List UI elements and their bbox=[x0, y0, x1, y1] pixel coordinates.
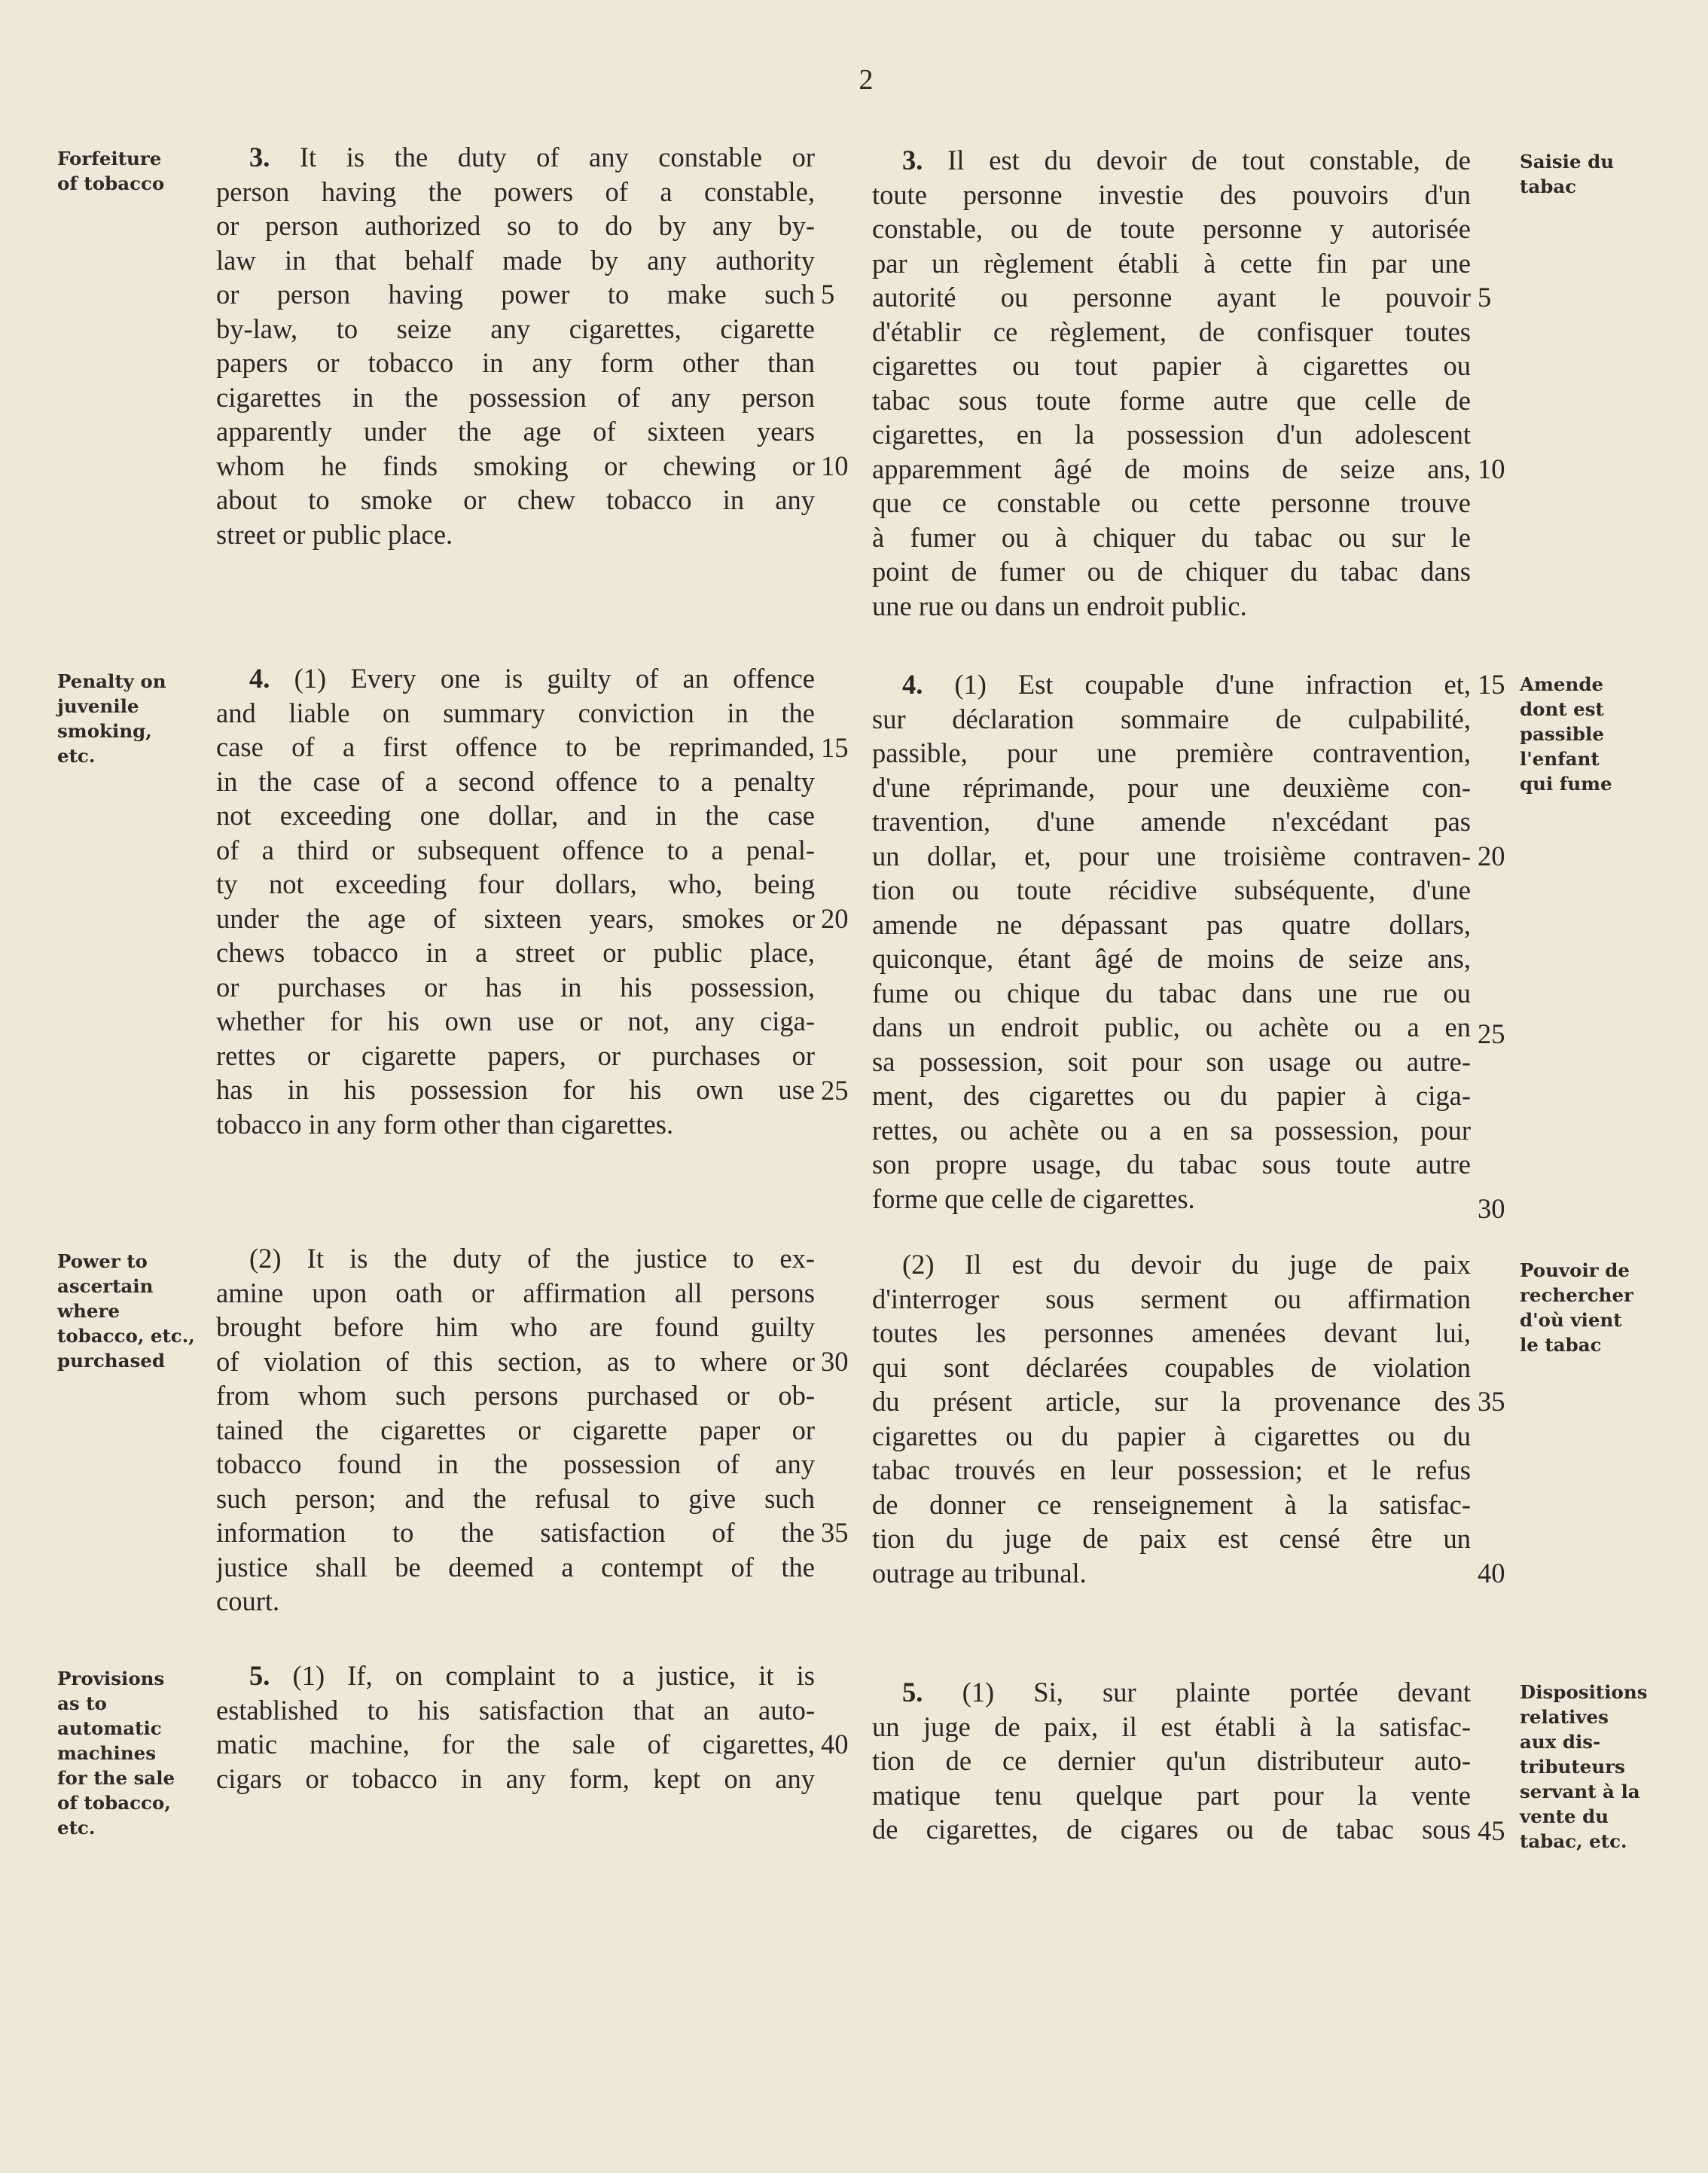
line-number-fr: 20 bbox=[1478, 841, 1505, 871]
french-section-4-1 bbox=[872, 667, 1471, 1216]
section-number: 3. bbox=[902, 145, 923, 175]
text-line: d'interroger sous serment ou affirmation bbox=[872, 1283, 1471, 1314]
line-number-fr: 25 bbox=[1478, 1018, 1505, 1049]
text-line: in the case of a second offence to a penalty bbox=[216, 765, 815, 797]
text-line: fume ou chique du tabac dans une rue ou bbox=[872, 977, 1471, 1009]
text-line: under the age of sixteen years, smokes or bbox=[216, 902, 815, 934]
text-line: 3. Il est du devoir de tout constable, de bbox=[902, 145, 1471, 175]
text-line: has in his possession for his own use bbox=[216, 1074, 815, 1105]
text-line: constable, ou de toute personne y autorisée bbox=[872, 213, 1471, 244]
text-line: brought before him who are found guilty bbox=[216, 1311, 815, 1342]
text-line: tained the cigarettes or cigarette paper or bbox=[216, 1414, 815, 1445]
english-section-4-2 bbox=[216, 1241, 815, 1619]
text-line: d'établir ce règlement, de confisquer toutes bbox=[872, 316, 1471, 347]
text-line: de donner ce renseignement à la satisfac- bbox=[872, 1488, 1471, 1520]
line-number-en: 15 bbox=[821, 732, 849, 763]
section-number: 5. bbox=[249, 1660, 270, 1691]
text-line: apparemment âgé de moins de seize ans, bbox=[872, 453, 1471, 484]
text-line: tabac sous toute forme autre que celle de bbox=[872, 384, 1471, 416]
line-number-en: 20 bbox=[821, 903, 849, 934]
section-number: 5. bbox=[902, 1677, 923, 1708]
text-line: or person having power to make such bbox=[216, 279, 815, 310]
text-line: cigarettes ou du papier à cigarettes ou du bbox=[872, 1420, 1471, 1451]
text-line: apparently under the age of sixteen years bbox=[216, 416, 815, 447]
english-section-3 bbox=[216, 140, 815, 551]
text-line: outrage au tribunal. bbox=[872, 1557, 1087, 1589]
text-line: tion ou toute récidive subséquente, d'une bbox=[872, 874, 1471, 905]
text-line: tion de ce dernier qu'un distributeur auto- bbox=[872, 1745, 1471, 1776]
line-number-en: 40 bbox=[821, 1729, 849, 1759]
text-line: whom he finds smoking or chewing or bbox=[216, 450, 815, 481]
text-line: une rue ou dans un endroit public. bbox=[872, 590, 1247, 621]
text-line: matic machine, for the sale of cigarettes, bbox=[216, 1729, 815, 1759]
text-line: amine upon oath or affirmation all persons bbox=[216, 1277, 815, 1308]
line-number-en: 25 bbox=[821, 1075, 849, 1106]
text-line: chews tobacco in a street or public place, bbox=[216, 937, 815, 968]
text-line: toute personne investie des pouvoirs d'un bbox=[872, 179, 1471, 210]
text-line: quiconque, étant âgé de moins de seize ans, bbox=[872, 943, 1471, 974]
english-section-4-1 bbox=[216, 661, 815, 1141]
text-line: sa possession, soit pour son usage ou autre- bbox=[872, 1045, 1471, 1077]
text-line: sur déclaration sommaire de culpabilité, bbox=[872, 703, 1471, 734]
line-number-fr: 35 bbox=[1478, 1386, 1505, 1417]
line-number-fr: 30 bbox=[1478, 1193, 1505, 1224]
text-line: amende ne dépassant pas quatre dollars, bbox=[872, 908, 1471, 940]
line-number-fr: 40 bbox=[1478, 1558, 1505, 1589]
text-line: law in that behalf made by any authority bbox=[216, 244, 815, 276]
line-number-en: 10 bbox=[821, 450, 849, 481]
line-number-fr: 15 bbox=[1478, 669, 1505, 700]
page-number: 2 bbox=[859, 64, 874, 96]
text-line: of a third or subsequent offence to a penal- bbox=[216, 834, 815, 865]
text-line: un juge de paix, il est établi à la satisfac- bbox=[872, 1711, 1471, 1742]
text-line: justice shall be deemed a contempt of the bbox=[216, 1551, 815, 1582]
text-line: 3. It is the duty of any constable or bbox=[249, 142, 815, 172]
margin-note-amende: Amende dont est passible l'enfant qui fume bbox=[1520, 673, 1612, 795]
text-line: travention, d'une amende n'excédant pas bbox=[872, 806, 1471, 837]
text-line: (2) It is the duty of the justice to ex- bbox=[249, 1243, 815, 1274]
text-line: du présent article, sur la provenance des bbox=[872, 1386, 1471, 1417]
text-line: about to smoke or chew tobacco in any bbox=[216, 484, 815, 515]
margin-note-forfeiture: Forfeiture of tobacco bbox=[57, 148, 165, 194]
text-line: matique tenu quelque part pour la vente bbox=[872, 1779, 1471, 1811]
text-line: street or public place. bbox=[216, 518, 453, 550]
text-line: established to his satisfaction that an auto- bbox=[216, 1694, 815, 1726]
margin-note-penalty: Penalty on juvenile smoking, etc. bbox=[57, 670, 166, 767]
text-line: autorité ou personne ayant le pouvoir bbox=[872, 282, 1471, 313]
text-line: of violation of this section, as to where or bbox=[216, 1345, 815, 1377]
text-line: d'une réprimande, pour une deuxième con- bbox=[872, 771, 1471, 803]
text-line: ty not exceeding four dollars, who, being bbox=[216, 868, 815, 899]
margin-note-power: Power to ascertain where tobacco, etc., purchased bbox=[57, 1250, 195, 1372]
text-line: à fumer ou à chiquer du tabac ou sur le bbox=[872, 521, 1471, 553]
text-line: tion du juge de paix est censé être un bbox=[872, 1523, 1471, 1554]
text-line: not exceeding one dollar, and in the case bbox=[216, 800, 815, 831]
text-line: from whom such persons purchased or ob- bbox=[216, 1380, 815, 1411]
text-line: tobacco found in the possession of any bbox=[216, 1448, 815, 1479]
text-line: que ce constable ou cette personne trouve bbox=[872, 487, 1471, 518]
text-line: 5. (1) Si, sur plainte portée devant bbox=[902, 1677, 1471, 1708]
french-section-3 bbox=[872, 143, 1471, 623]
line-number-en: 35 bbox=[821, 1517, 849, 1548]
text-line: by-law, to seize any cigarettes, cigarette bbox=[216, 313, 815, 344]
line-number-en: 5 bbox=[821, 279, 835, 310]
text-line: un dollar, et, pour une troisième contraven- bbox=[872, 840, 1471, 871]
text-line: tabac trouvés en leur possession; et le refus bbox=[872, 1454, 1471, 1485]
line-number-en: 30 bbox=[821, 1346, 849, 1377]
french-section-5 bbox=[872, 1675, 1471, 1847]
text-line: tobacco in any form other than cigarettes. bbox=[216, 1108, 674, 1140]
text-line: qui sont déclarées coupables de violation bbox=[872, 1351, 1471, 1383]
text-line: cigars or tobacco in any form, kept on any bbox=[216, 1763, 815, 1794]
text-line: case of a first offence to be reprimanded, bbox=[216, 731, 815, 762]
margin-note-provisions: Provisions as to automatic machines for the sale of tobacco, etc. bbox=[57, 1668, 175, 1839]
margin-note-pouvoir: Pouvoir de rechercher d'où vient le tabac bbox=[1520, 1259, 1633, 1356]
text-line: court. bbox=[216, 1585, 280, 1616]
section-number: 4. bbox=[902, 669, 923, 700]
text-line: and liable on summary conviction in the bbox=[216, 697, 815, 728]
text-line: 4. (1) Est coupable d'une infraction et, bbox=[902, 669, 1471, 700]
text-line: forme que celle de cigarettes. bbox=[872, 1183, 1195, 1214]
text-line: (2) Il est du devoir du juge de paix bbox=[902, 1249, 1471, 1280]
margin-note-saisie: Saisie du tabac bbox=[1520, 151, 1615, 197]
margin-note-dispositions: Dispositions relatives aux dis- tributeurs servant à la vente du tabac, etc. bbox=[1520, 1681, 1648, 1852]
text-line: or person authorized so to do by any by- bbox=[216, 210, 815, 241]
text-line: rettes, ou achète ou a en sa possession, pour bbox=[872, 1114, 1471, 1146]
text-line: ment, des cigarettes ou du papier à ciga- bbox=[872, 1080, 1471, 1111]
text-line: information to the satisfaction of the bbox=[216, 1517, 815, 1548]
text-line: 5. (1) If, on complaint to a justice, it is bbox=[249, 1660, 815, 1691]
text-line: son propre usage, du tabac sous toute autre bbox=[872, 1149, 1471, 1180]
line-number-fr: 10 bbox=[1478, 453, 1505, 484]
text-line: cigarettes ou tout papier à cigarettes ou bbox=[872, 350, 1471, 381]
text-line: toutes les personnes amenées devant lui, bbox=[872, 1317, 1471, 1348]
text-line: papers or tobacco in any form other than bbox=[216, 347, 815, 378]
text-line: dans un endroit public, ou achète ou a en bbox=[872, 1012, 1471, 1042]
text-line: rettes or cigarette papers, or purchases or bbox=[216, 1039, 815, 1071]
french-section-4-2 bbox=[872, 1247, 1471, 1590]
text-line: cigarettes, en la possession d'un adolescent bbox=[872, 419, 1471, 450]
text-line: 4. (1) Every one is guilty of an offence bbox=[249, 663, 815, 694]
text-line: person having the powers of a constable, bbox=[216, 175, 815, 207]
line-number-fr: 5 bbox=[1478, 282, 1492, 313]
text-line: de cigarettes, de cigares ou de tabac sous bbox=[872, 1814, 1471, 1845]
text-line: par un règlement établi à cette fin par une bbox=[872, 247, 1471, 279]
text-line: passible, pour une première contravention, bbox=[872, 737, 1471, 768]
text-line: whether for his own use or not, any ciga- bbox=[216, 1006, 815, 1036]
section-number: 3. bbox=[249, 142, 270, 172]
text-line: or purchases or has in his possession, bbox=[216, 971, 815, 1003]
text-line: point de fumer ou de chiquer du tabac dans bbox=[872, 556, 1471, 587]
text-line: cigarettes in the possession of any person bbox=[216, 381, 815, 413]
section-number: 4. bbox=[249, 663, 270, 694]
line-number-fr: 45 bbox=[1478, 1815, 1505, 1846]
text-line: such person; and the refusal to give such bbox=[216, 1482, 815, 1514]
english-section-5 bbox=[216, 1659, 815, 1796]
